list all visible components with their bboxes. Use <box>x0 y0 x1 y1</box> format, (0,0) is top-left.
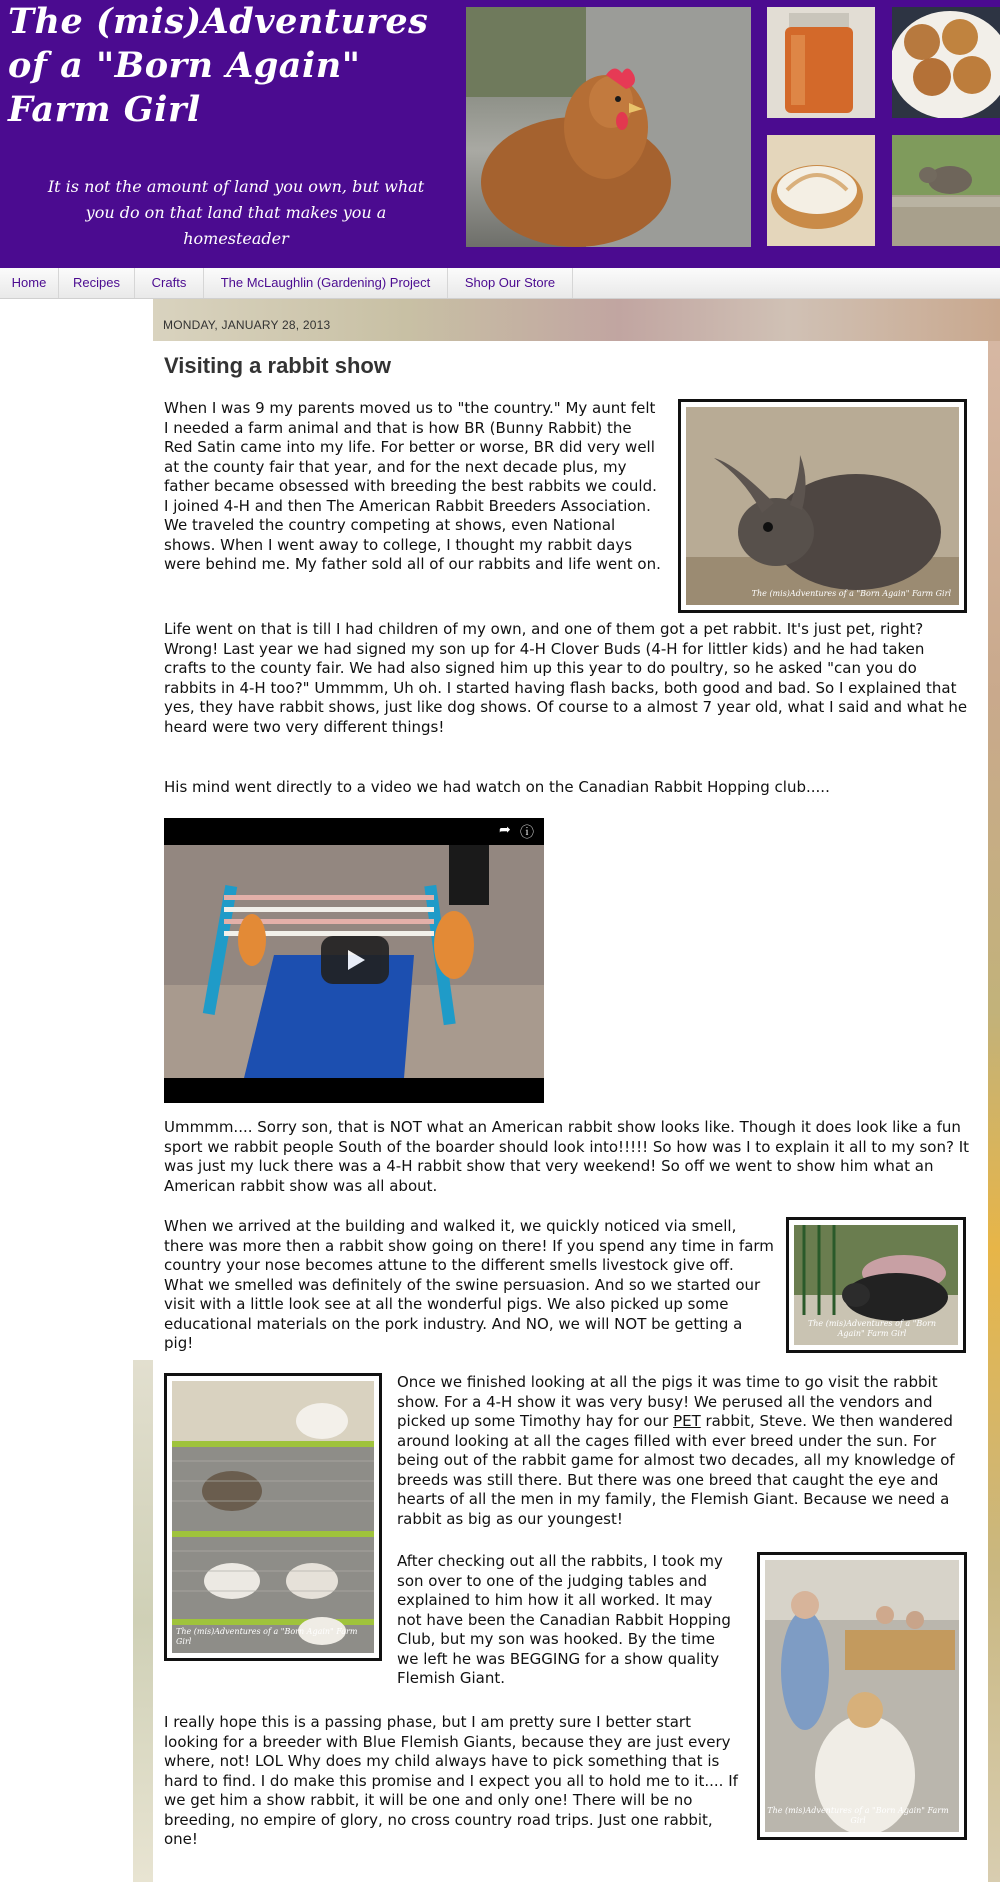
tab-crafts[interactable]: Crafts <box>135 268 204 298</box>
photo-pigs[interactable] <box>786 1217 966 1353</box>
post-date: MONDAY, JANUARY 28, 2013 <box>163 318 331 332</box>
share-icon[interactable]: ➦ <box>499 822 511 838</box>
header-photo-cookies <box>892 7 1000 118</box>
header-photo-hen <box>466 7 751 247</box>
embedded-video[interactable] <box>164 818 544 1103</box>
header-photo-jar <box>767 7 875 118</box>
page-tabs <box>0 268 1000 299</box>
photo-rabbit-cages[interactable] <box>164 1373 382 1661</box>
blog-header <box>0 0 1000 268</box>
header-photo-squirrel <box>892 135 1000 246</box>
post-paragraph: When I was 9 my parents moved us to "the country." My aunt felt I needed a farm animal and that is how BR (Bunny Rabbit) the Red Satin came into my life. For better or worse, BR did very well at the county fair that year, and for the next decade plus, my father became obsessed with breeding the best rabbits we could. I joined 4-H and then The American Rabbit Breeders Association. We traveled the country competing at shows, even National shows. When I went away to college, I thought my rabbit days were behind me. My father sold all of our rabbits and life went on. <box>164 399 661 573</box>
left-background <box>0 299 153 1882</box>
blog-tagline: It is not the amount of land you own, but what you do on that land that makes you a homesteader <box>47 177 425 248</box>
post-paragraph: His mind went directly to a video we had watch on the Canadian Rabbit Hopping club..... <box>164 778 830 796</box>
post-paragraph: Ummmm.... Sorry son, that is NOT what an American rabbit show looks like. Though it does look like a fun sport we rabbit people South of the boarder should look into!!!!! So how was I to explain it all to my son? It was just my luck there was a 4-H rabbit show that very weekend! So off we went to show him what an American rabbit show was all about. <box>164 1118 970 1195</box>
post-paragraph <box>397 1373 970 1529</box>
photo-red-satin-rabbit[interactable] <box>678 399 967 613</box>
play-icon[interactable] <box>321 936 389 984</box>
tab-mclaughlin-project[interactable]: The McLaughlin (Gardening) Project <box>204 268 448 298</box>
pet-emphasis: PET <box>673 1412 701 1430</box>
post-paragraph: When we arrived at the building and walked it, we quickly noticed via smell, there was more then a rabbit show going on there! If you spend any time in farm country your nose becomes attune to the different smells livestock give off. What we smelled was definitely of the swine persuasion. And so we started our visit with a little look see at all the wonderful pigs. We also picked up some educational materials on the pork industry. And NO, we will NOT be getting a pig! <box>164 1217 774 1352</box>
info-icon[interactable]: ⓘ <box>520 825 534 841</box>
header-photo-cinnamon-roll <box>767 135 875 246</box>
tab-home[interactable]: Home <box>0 268 59 298</box>
photo-watermark: The (mis)Adventures of a "Born Again" Farm Girl <box>767 1806 949 1825</box>
photo-judging-table[interactable] <box>757 1552 967 1840</box>
left-background-strip <box>133 1360 153 1882</box>
post-title[interactable]: Visiting a rabbit show <box>164 353 391 378</box>
post-paragraph: After checking out all the rabbits, I took my son over to one of the judging tables and explained to him how it all worked. It may not have been the Canadian Rabbit Hopping Club, but my son was hooked. By the time we left he was BEGGING for a show quality Flemish Giant. <box>397 1552 731 1687</box>
photo-watermark: The (mis)Adventures of a "Born Again" Farm Girl <box>751 589 951 598</box>
post-paragraph: Life went on that is till I had children of my own, and one of them got a pet rabbit. It's just pet, right? Wrong! Last year we had signed my son up for 4-H Clover Buds (4-H for littler kids) and he had taken crafts to the county fair. We had also signed him up this year to do poultry, so he asked "can you do rabbits in 4-H too?" Ummmm, Uh oh. I started having flash backs, both good and bad. So I explained that yes, they have rabbit shows, just like dog shows. Of course to a almost 7 year old, what I said and what he heard were two very different things! <box>164 620 968 736</box>
photo-watermark: The (mis)Adventures of a "Born Again" Farm Girl <box>807 1319 937 1338</box>
right-background <box>988 299 1000 1882</box>
blog-title[interactable]: The (mis)Adventures of a "Born Again" Farm Girl <box>8 1 429 130</box>
tab-recipes[interactable]: Recipes <box>59 268 135 298</box>
tab-shop-our-store[interactable]: Shop Our Store <box>448 268 573 298</box>
post-paragraph: I really hope this is a passing phase, but I am pretty sure I better start looking for a breeder with Blue Flemish Giants, because they are just every where, not! LOL Why does my child always have to pick something that is hard to find. I do make this promise and I expect you all to hold me to it.... If we get him a show rabbit, it will be one and only one! There will be no breeding, no empire of glory, no cross country road trips. Just one rabbit, one! <box>164 1713 738 1848</box>
paragraph-text: rabbit, Steve. We then wandered around looking at all the cages filled with ever breed under the sun. For being out of the rabbit game for almost two decades, all my knowledge of breeds was still there. But there was one breed that caught the eye and hearts of all the men in my family, the Flemish Giant. Because we need a rabbit as big as our youngest! <box>397 1412 955 1528</box>
paragraph-text: Once we finished looking at all the pigs it was time to go visit the rabbit show. For a 4-H show it was very busy! We perused all the vendors and picked up some Timothy hay for our <box>397 1373 938 1430</box>
photo-watermark: The (mis)Adventures of a "Born Again" Farm Girl <box>176 1627 358 1646</box>
